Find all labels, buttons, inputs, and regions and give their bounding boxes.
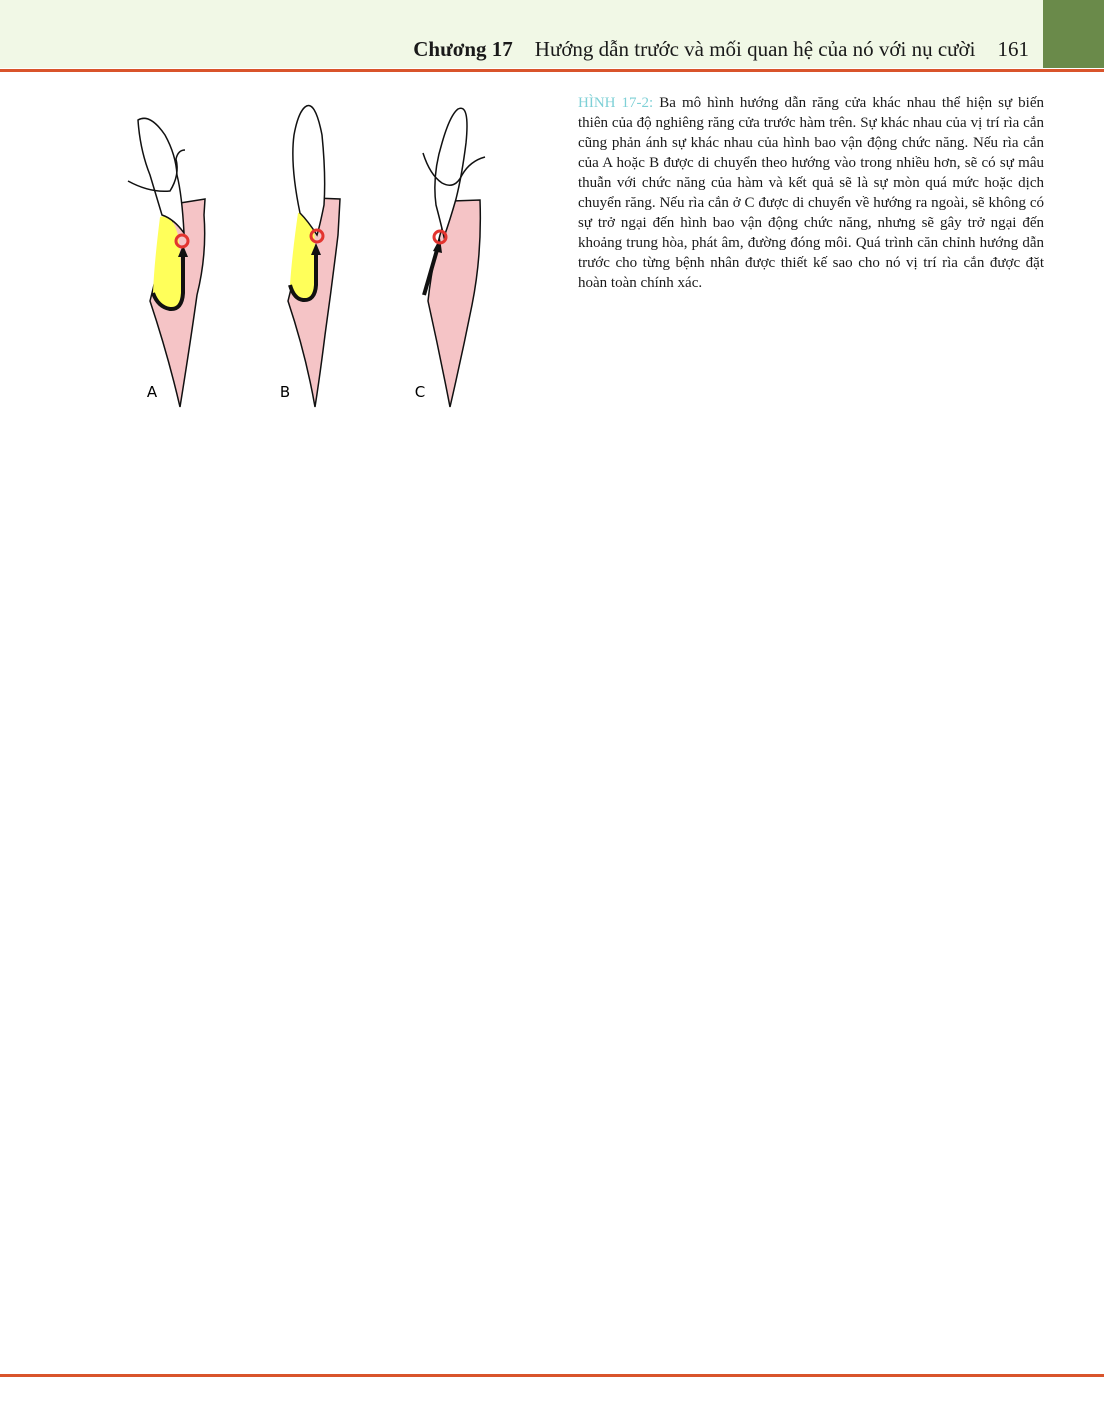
panel-c-label: C: [414, 383, 426, 401]
panel-a-drawing: [128, 118, 205, 407]
figure-caption: [578, 93, 1044, 293]
panel-b-drawing: [288, 106, 340, 407]
running-head: [413, 35, 1029, 63]
incisor-diagrams: [110, 95, 530, 415]
chapter-tab: [1043, 0, 1104, 68]
chapter-number: Chương 17: [413, 37, 513, 61]
panel-b-label: B: [279, 383, 291, 401]
footer-rule: [0, 1374, 1104, 1377]
page-number: 161: [997, 37, 1029, 61]
panel-b-tooth: [293, 106, 325, 235]
panel-a-label: A: [146, 383, 158, 401]
figure-17-2: [110, 95, 530, 415]
caption-label: HÌNH 17-2:: [578, 95, 654, 111]
caption-text: Ba mô hình hướng dẫn răng cửa khác nhau thể hiện sự biến thiên của độ nghiêng răng cửa trước hàm trên. Sự khác nhau của vị trí rìa cắn cũng phản ánh sự khác nhau của hình bao vận động chức năng. Nếu rìa cắn của A hoặc B được di chuyển theo hướng vào trong nhiều hơn, sẽ có sự mâu thuẫn với chức năng của hàm và kết quả sẽ là sự mòn quá mức hoặc dịch chuyển răng. Nếu rìa cắn ở C được di chuyển về hướng ra ngoài, sẽ không có sự trở ngại đến hình bao vận động chức năng, nhưng sẽ gây trở ngại đến khoảng trung hòa, phát âm, đường đóng môi. Quá trình căn chỉnh hướng dẫn trước cho từng bệnh nhân được thiết kế sao cho nó vị trí rìa cắn được đặt hoàn toàn chính xác.: [578, 95, 1045, 291]
panel-c-drawing: [423, 108, 485, 407]
header-rule: [0, 69, 1104, 72]
chapter-title: Hướng dẫn trước và mối quan hệ của nó với nụ cười: [534, 37, 976, 61]
